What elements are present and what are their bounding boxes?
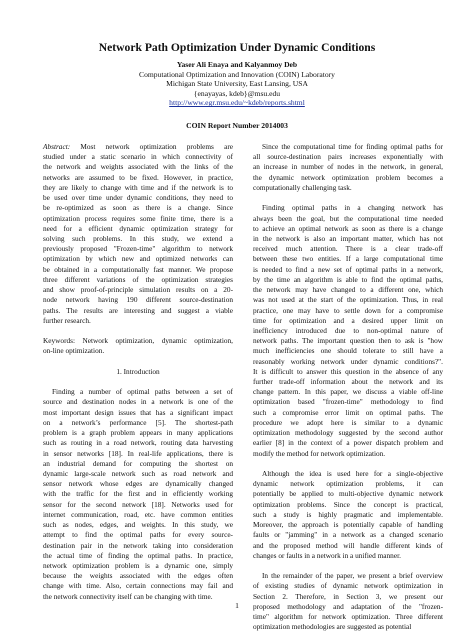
text-line: source and destination nodes in a network is one of the bbox=[43, 397, 233, 407]
text-line: all source-destination pairs increases exponentially with bbox=[253, 152, 443, 162]
text-line: with the traffic for the first and in efficiently working bbox=[43, 489, 233, 499]
text-line: because the weights associated with the edges often bbox=[43, 571, 233, 581]
text-line: Although the idea is used here for a single-objective bbox=[262, 469, 443, 478]
text-line: node network having 190 different source-destination bbox=[43, 295, 233, 305]
text-line: network paths. The important question then to ask is "how bbox=[253, 336, 443, 346]
text-line: an industrial demand for computing the shortest on bbox=[43, 458, 233, 468]
reports-link[interactable]: http://www.egr.msu.edu/~kdeb/reports.shtml bbox=[169, 98, 305, 108]
text-line: further trade-off information about the network and its bbox=[253, 377, 443, 387]
text-line: be used over time under dynamic conditions, they need to bbox=[43, 193, 233, 203]
report-number: COIN Report Number 2014003 bbox=[186, 121, 288, 130]
text-line: to achieve an optimal network as soon as there is a change bbox=[253, 223, 443, 233]
text-line: such as routing in a road network, routing data harvesting bbox=[43, 438, 233, 448]
text-line: Moreover, the approach is potentially capable of handling bbox=[253, 520, 443, 530]
text-line: Abstract: Most network optimization problems are bbox=[43, 142, 233, 151]
text-line: earlier [8] in the context of a power dispatch problem and bbox=[253, 438, 443, 448]
text-line: such a compromise error limit on optimal paths. The bbox=[253, 407, 443, 417]
text-line: Keywords: Network optimization, dynamic optimization, bbox=[43, 336, 233, 346]
text-line: networks are assumed to be fixed. However, in practice, bbox=[43, 172, 233, 182]
text-line: optimization process requires some finite time, there is a bbox=[43, 213, 233, 223]
text-line: problem is a graph problem appears in many applications bbox=[43, 428, 233, 438]
text-line: the network and weights associated with the links of the bbox=[43, 162, 233, 172]
text-line: computationally challenging task. bbox=[253, 182, 352, 192]
text-line: network optimization problem is a dynamic one, simply bbox=[43, 560, 233, 570]
paragraph-gap bbox=[43, 326, 233, 336]
left-column bbox=[43, 142, 233, 602]
text-line: reasonably working network under dynamic conditions?". bbox=[253, 356, 443, 366]
text-line: such a study is highly pragmatic and implementable. bbox=[253, 509, 443, 519]
text-line: on-line optimization. bbox=[43, 346, 105, 356]
text-line: most important design issues that has a significant impact bbox=[43, 407, 233, 417]
text-line: paths. The results are interesting and suggest a viable bbox=[43, 305, 233, 315]
text-line: proposed methodology and adaptation of the "frozen- bbox=[253, 601, 443, 611]
page-number: 1 bbox=[235, 601, 239, 610]
text-line: procedure we adopt here is similar to a dynamic bbox=[253, 417, 443, 427]
text-line: Section 2. Therefore, in Section 3, we present our bbox=[253, 591, 443, 601]
text-line: the network may have changed to a different one, which bbox=[253, 285, 443, 295]
text-line: In the remainder of the paper, we present a brief overview bbox=[262, 571, 443, 581]
text-line: between these two entities. If a large computational time bbox=[253, 254, 443, 264]
text-line: optimization by which new and optimized networks can bbox=[43, 254, 233, 264]
text-line: need for a efficient dynamic optimization strategy for bbox=[43, 223, 233, 233]
text-line: change with time. Also, certain connections may fail and bbox=[43, 581, 233, 591]
text-line: be re-optimized as soon as there is a change. Since bbox=[43, 203, 233, 213]
text-line: Finding a number of optimal paths between a set of bbox=[52, 387, 233, 397]
text-line: change pattern. In this paper, we discuss a viable off-line bbox=[253, 387, 443, 397]
text-line: they are likely to change with time and if the network is to bbox=[43, 182, 233, 192]
abstract-label: Abstract: bbox=[43, 142, 71, 151]
text-line: sensor network whose edges are dynamically changed bbox=[43, 479, 233, 489]
text-line: previously proposed "Frozen-time" algorithm to network bbox=[43, 244, 233, 254]
text-line: destination pair in the network taking into consideration bbox=[43, 540, 233, 550]
text-line: attempt to find the optimal paths for every source- bbox=[43, 530, 233, 540]
text-line: was not used at the start of the optimization. Thus, in real bbox=[253, 295, 443, 305]
text-line: Finding optimal paths in a changing network has bbox=[262, 203, 443, 213]
text-line: studied under a static scenario in which connectivity of bbox=[43, 152, 233, 162]
text-line: dynamic large-scale network such as road network and bbox=[43, 469, 233, 478]
right-column bbox=[253, 142, 443, 633]
text-line: by the time an algorithm is able to find the optimal paths, bbox=[253, 274, 443, 284]
text-line: time" algorithm for network optimization. Three different bbox=[253, 612, 443, 622]
text-line: optimization based "frozen-time" methodology to find bbox=[253, 397, 443, 407]
text-line: internet communication, road, etc. have common entities bbox=[43, 509, 233, 519]
text-line: in the network is also an important matter, which has not bbox=[253, 233, 443, 243]
text-line: the actual time of finding the optimal paths. In practice, bbox=[43, 550, 233, 560]
text-line: practice, one may have to settle down for a compromise bbox=[253, 305, 443, 315]
text-line: further research. bbox=[43, 315, 91, 325]
text-line: three different variations of the optimization strategies bbox=[43, 274, 233, 284]
authors: Yaser Ali Enaya and Kalyanmoy Deb bbox=[176, 60, 298, 69]
text-line: modify the method for network optimization. bbox=[253, 448, 386, 458]
text-line: is needed to find a new set of optimal paths in a network, bbox=[253, 264, 443, 274]
text-line: time for optimization and a desired upper limit on bbox=[253, 315, 443, 325]
text-line: and the proposed method will handle different kinds of bbox=[253, 540, 443, 550]
paragraph-gap bbox=[253, 459, 443, 469]
text-line: be obtained in a computationally fast manner. We propose bbox=[43, 264, 233, 274]
paragraph-gap bbox=[253, 193, 443, 203]
affiliation-university: Michigan State University, East Lansing, USA bbox=[166, 79, 308, 89]
text-line: the network connectivity itself can be changing with time. bbox=[43, 591, 213, 601]
paper-title: Network Path Optimization Under Dynamic Conditions bbox=[98, 41, 376, 54]
text-line: the dynamic network optimization problem becomes a bbox=[253, 172, 443, 182]
text-line: received much attention. There is a clear trade-off bbox=[253, 244, 443, 254]
text-line: solving such problems. In this study, we extend a bbox=[43, 233, 233, 243]
author-emails: {enayayas, kdeb}@msu.edu bbox=[193, 88, 281, 98]
section-heading: 1. Introduction bbox=[116, 366, 160, 376]
text-line: It is difficult to answer this question in the absence of any bbox=[253, 366, 443, 376]
text-line: such as nodes, edges, and weights. In this study, we bbox=[43, 520, 233, 530]
author-block bbox=[0, 60, 474, 108]
text-line: inefficiency introduced due to non-optimal nature of bbox=[253, 325, 443, 335]
paragraph-gap bbox=[253, 561, 443, 571]
text-line: optimization methodologies are suggested as potential bbox=[253, 622, 412, 632]
text-line: Since the computational time for finding optimal paths for bbox=[262, 142, 443, 151]
text-line: always been the goal, but the computational time needed bbox=[253, 213, 443, 223]
paragraph-gap bbox=[43, 357, 233, 367]
text-line: changes or faults in a network in a unified manner. bbox=[253, 550, 401, 560]
paragraph-gap bbox=[43, 377, 233, 387]
text-line: dynamic network optimization problems, it can bbox=[253, 479, 443, 489]
text-line: on a network’s performance [5]. The shortest-path bbox=[43, 417, 233, 427]
text-line: of existing studies of dynamic network optimization in bbox=[253, 581, 443, 591]
text-line: sensor for the second network [18]. Networks used for bbox=[43, 499, 233, 509]
affiliation-lab: Computational Optimization and Innovation (COIN) Laboratory bbox=[139, 69, 335, 79]
text-line: an increase in number of nodes in the network, in general, bbox=[253, 162, 443, 172]
text-line: optimization methodology suggested by the second author bbox=[253, 428, 443, 438]
text-line: in sensor networks [18]. In real-life applications, there is bbox=[43, 448, 233, 458]
text-line: faults or "jamming" in a network as a changed scenario bbox=[253, 530, 443, 540]
text-line: and show proof-of-principle simulation results on a 20- bbox=[43, 285, 233, 295]
text-line: optimization problems. Since the concept is practical, bbox=[253, 499, 443, 509]
text-line: potentially be applied to multi-objective dynamic network bbox=[253, 489, 443, 499]
text-line: much inefficiencies one should tolerate to still have a bbox=[253, 346, 443, 356]
